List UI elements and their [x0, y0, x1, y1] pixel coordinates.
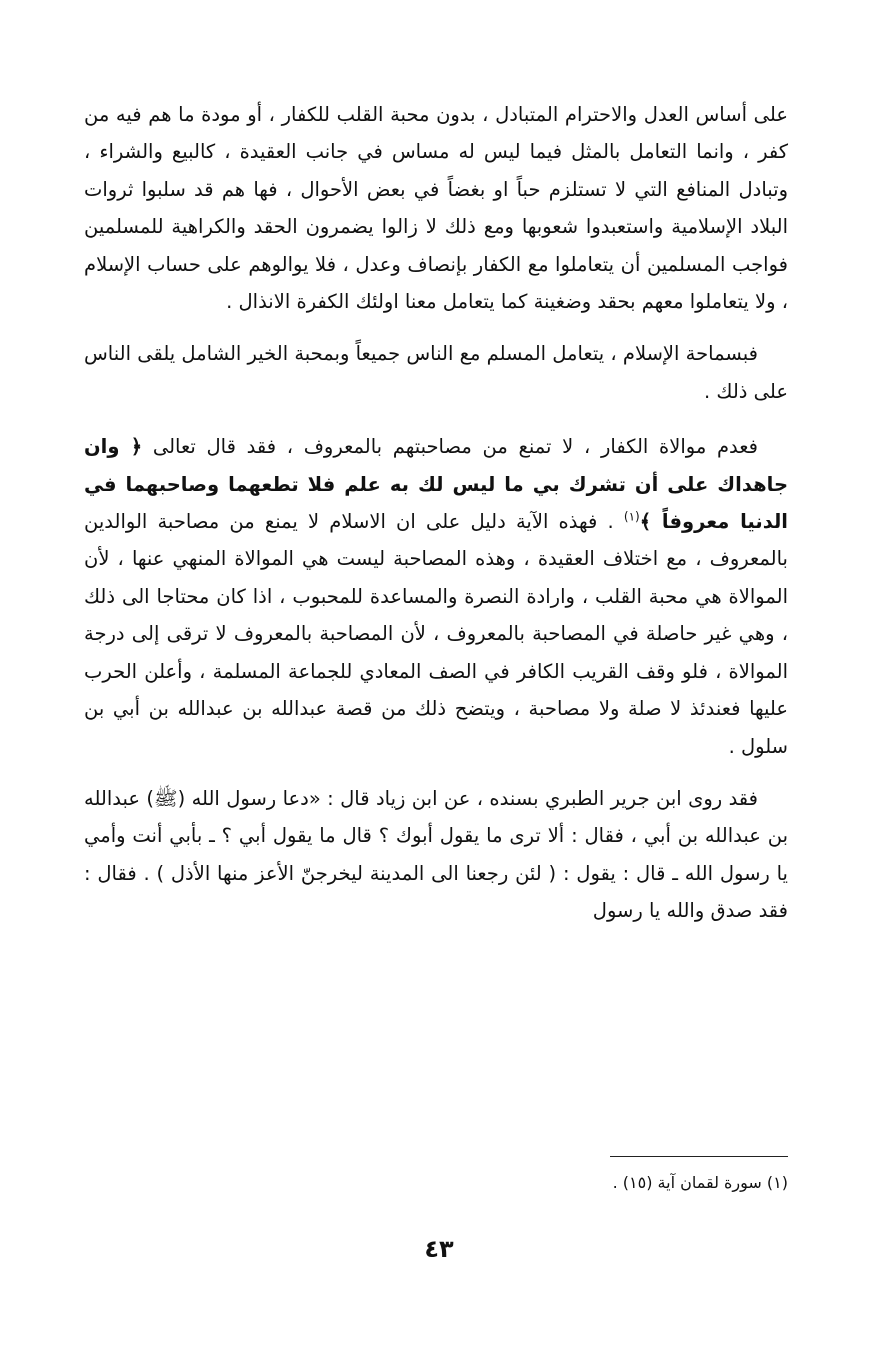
paragraph-3-intro: فعدم موالاة الكفار ، لا تمنع من مصاحبتهم بالمعروف ، فقد قال تعالى [152, 435, 758, 459]
footnote-reference: (١) [623, 509, 640, 524]
footnote-divider [610, 1156, 788, 1157]
paragraph-4: فقد روى ابن جرير الطبري بسنده ، عن ابن زياد قال : «دعا رسول الله (ﷺ) عبدالله بن عبدالله بن أبي ، فقال : ألا ترى ما يقول أبوك ؟ قال ما يقول أبي ؟ ـ بأبي أنت وأمي يا رسول الله ـ قال : يقول : ( لئن رجعنا الى المدينة ليخرجنّ الأعز منها الأذل ) . فقال : فقد صدق والله يا رسول [84, 786, 788, 923]
paragraph-3-rest: . فهذه الآية دليل على ان الاسلام لا يمنع من مصاحبة الوالدين بالمعروف ، مع اختلاف العقيدة ، وهذه المصاحبة ليست هي الموالاة المنهي عنها ، لأن الموالاة هي محبة القلب ، وارادة النصرة والمساعدة للمحبوب ، اذا كان محتاجا الى ذلك ، وهي غير حاصلة في المصاحبة بالمعروف ، لأن المصاحبة بالمعروف لا ترقى إلى درجة الموالاة ، فلو وقف القريب الكافر في الصف المعادي للجماعة المسلمة ، وأعلن الحرب عليها فعندئذ لا صلة ولا مصاحبة ، ويتضح ذلك من قصة عبدالله بن عبدالله بن أبي بن سلول . [84, 510, 788, 758]
quran-verse: ﴿ وان جاهداك على أن تشرك بي ما ليس لك به علم فلا تطعهما وصاحبهما في الدنيا معروفاً ﴾ [84, 435, 788, 534]
page-body [84, 96, 788, 930]
page-number: ٤٣ [424, 1235, 454, 1263]
paragraph-2: فبسماحة الإسلام ، يتعامل المسلم مع الناس جميعاً وبمحبة الخير الشامل يلقى الناس على ذلك . [84, 342, 788, 403]
paragraph-3 [84, 428, 788, 765]
footnote: (١) سورة لقمان آية (١٥) . [612, 1173, 788, 1192]
paragraph-1: على أساس العدل والاحترام المتبادل ، بدون محبة القلب للكفار ، أو مودة ما هم فيه من كفر ، وانما التعامل بالمثل فيما ليس له مساس في جانب العقيدة ، كالبيع والشراء ، وتبادل المنافع التي لا تستلزم حباً او بغضاً في بعض الأحوال ، فها هم قد سلبوا ثروات البلاد الإسلامية واستعبدوا شعوبها ومع ذلك لا زالوا يضمرون الحقد والكراهية للمسلمين فواجب المسلمين أن يتعاملوا مع الكفار بإنصاف وعدل ، فلا يوالوهم على حساب الإسلام ، ولا يتعاملوا معهم بحقد وضغينة كما يتعامل معنا اولئك الكفرة الانذال . [84, 103, 788, 314]
